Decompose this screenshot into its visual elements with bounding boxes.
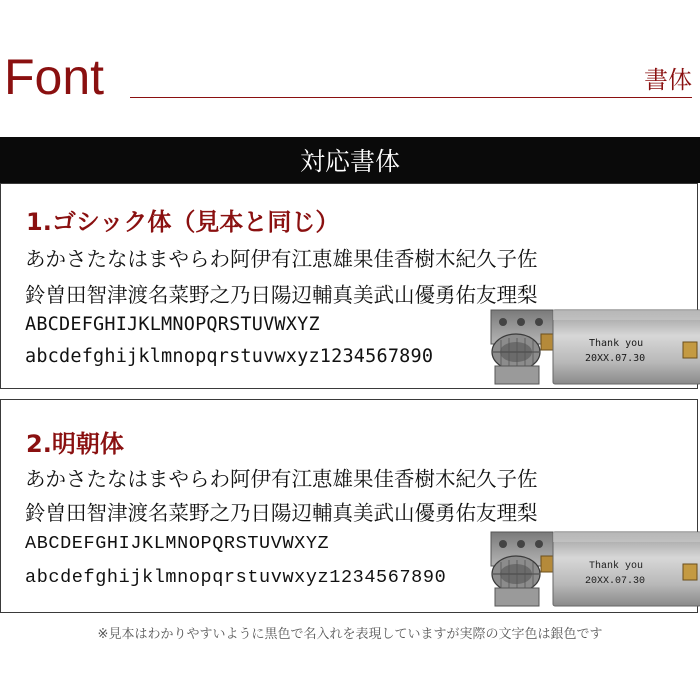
font-heading: 1.ゴシック体（見本と同じ） [26,208,340,236]
sample-uppercase: ABCDEFGHIJKLMNOPQRSTUVWXYZ [25,314,320,335]
section-band [0,137,700,183]
sample-kanji-line-2: 鈴曽田智津渡名菜野之乃日陽辺輔真美武山優勇佑友理梨 [25,283,538,307]
sample-lowercase-digits: abcdefghijklmnopqrstuvwxyz1234567890 [25,346,434,367]
section-band-label: 対応書体 [299,147,400,176]
page-subtitle: 書体 [644,66,692,94]
lighter-insert-image [471,530,700,610]
title-rule [130,97,692,98]
engraving-line-1: Thank you [589,338,644,349]
font-heading: 2.明朝体 [26,430,124,458]
sample-lowercase-digits: abcdefghijklmnopqrstuvwxyz1234567890 [25,567,447,588]
sample-kanji-line-2: 鈴曽田智津渡名菜野之乃日陽辺輔真美武山優勇佑友理梨 [25,501,538,525]
lighter-insert-illustration [471,308,700,388]
sample-kanji-line-1: あかさたなはまやらわ阿伊有江恵雄果佳香樹木紀久子佐 [25,467,538,491]
engraving-line-2: 20XX.07.30 [585,576,646,587]
lighter-insert-image [471,308,700,388]
font-card-mincho [0,399,698,613]
sample-kanji-line-1: あかさたなはまやらわ阿伊有江恵雄果佳香樹木紀久子佐 [25,247,538,271]
header [0,0,700,135]
sample-uppercase: ABCDEFGHIJKLMNOPQRSTUVWXYZ [25,533,330,554]
footnote: ※見本はわかりやすいように黒色で名入れを表現していますが実際の文字色は銀色です [97,627,603,642]
engraving-line-2: 20XX.07.30 [585,353,646,364]
engraving-line-1: Thank you [589,561,644,572]
page-title: Font [4,49,105,105]
lighter-insert-illustration [471,530,700,610]
font-card-gothic [0,183,698,389]
